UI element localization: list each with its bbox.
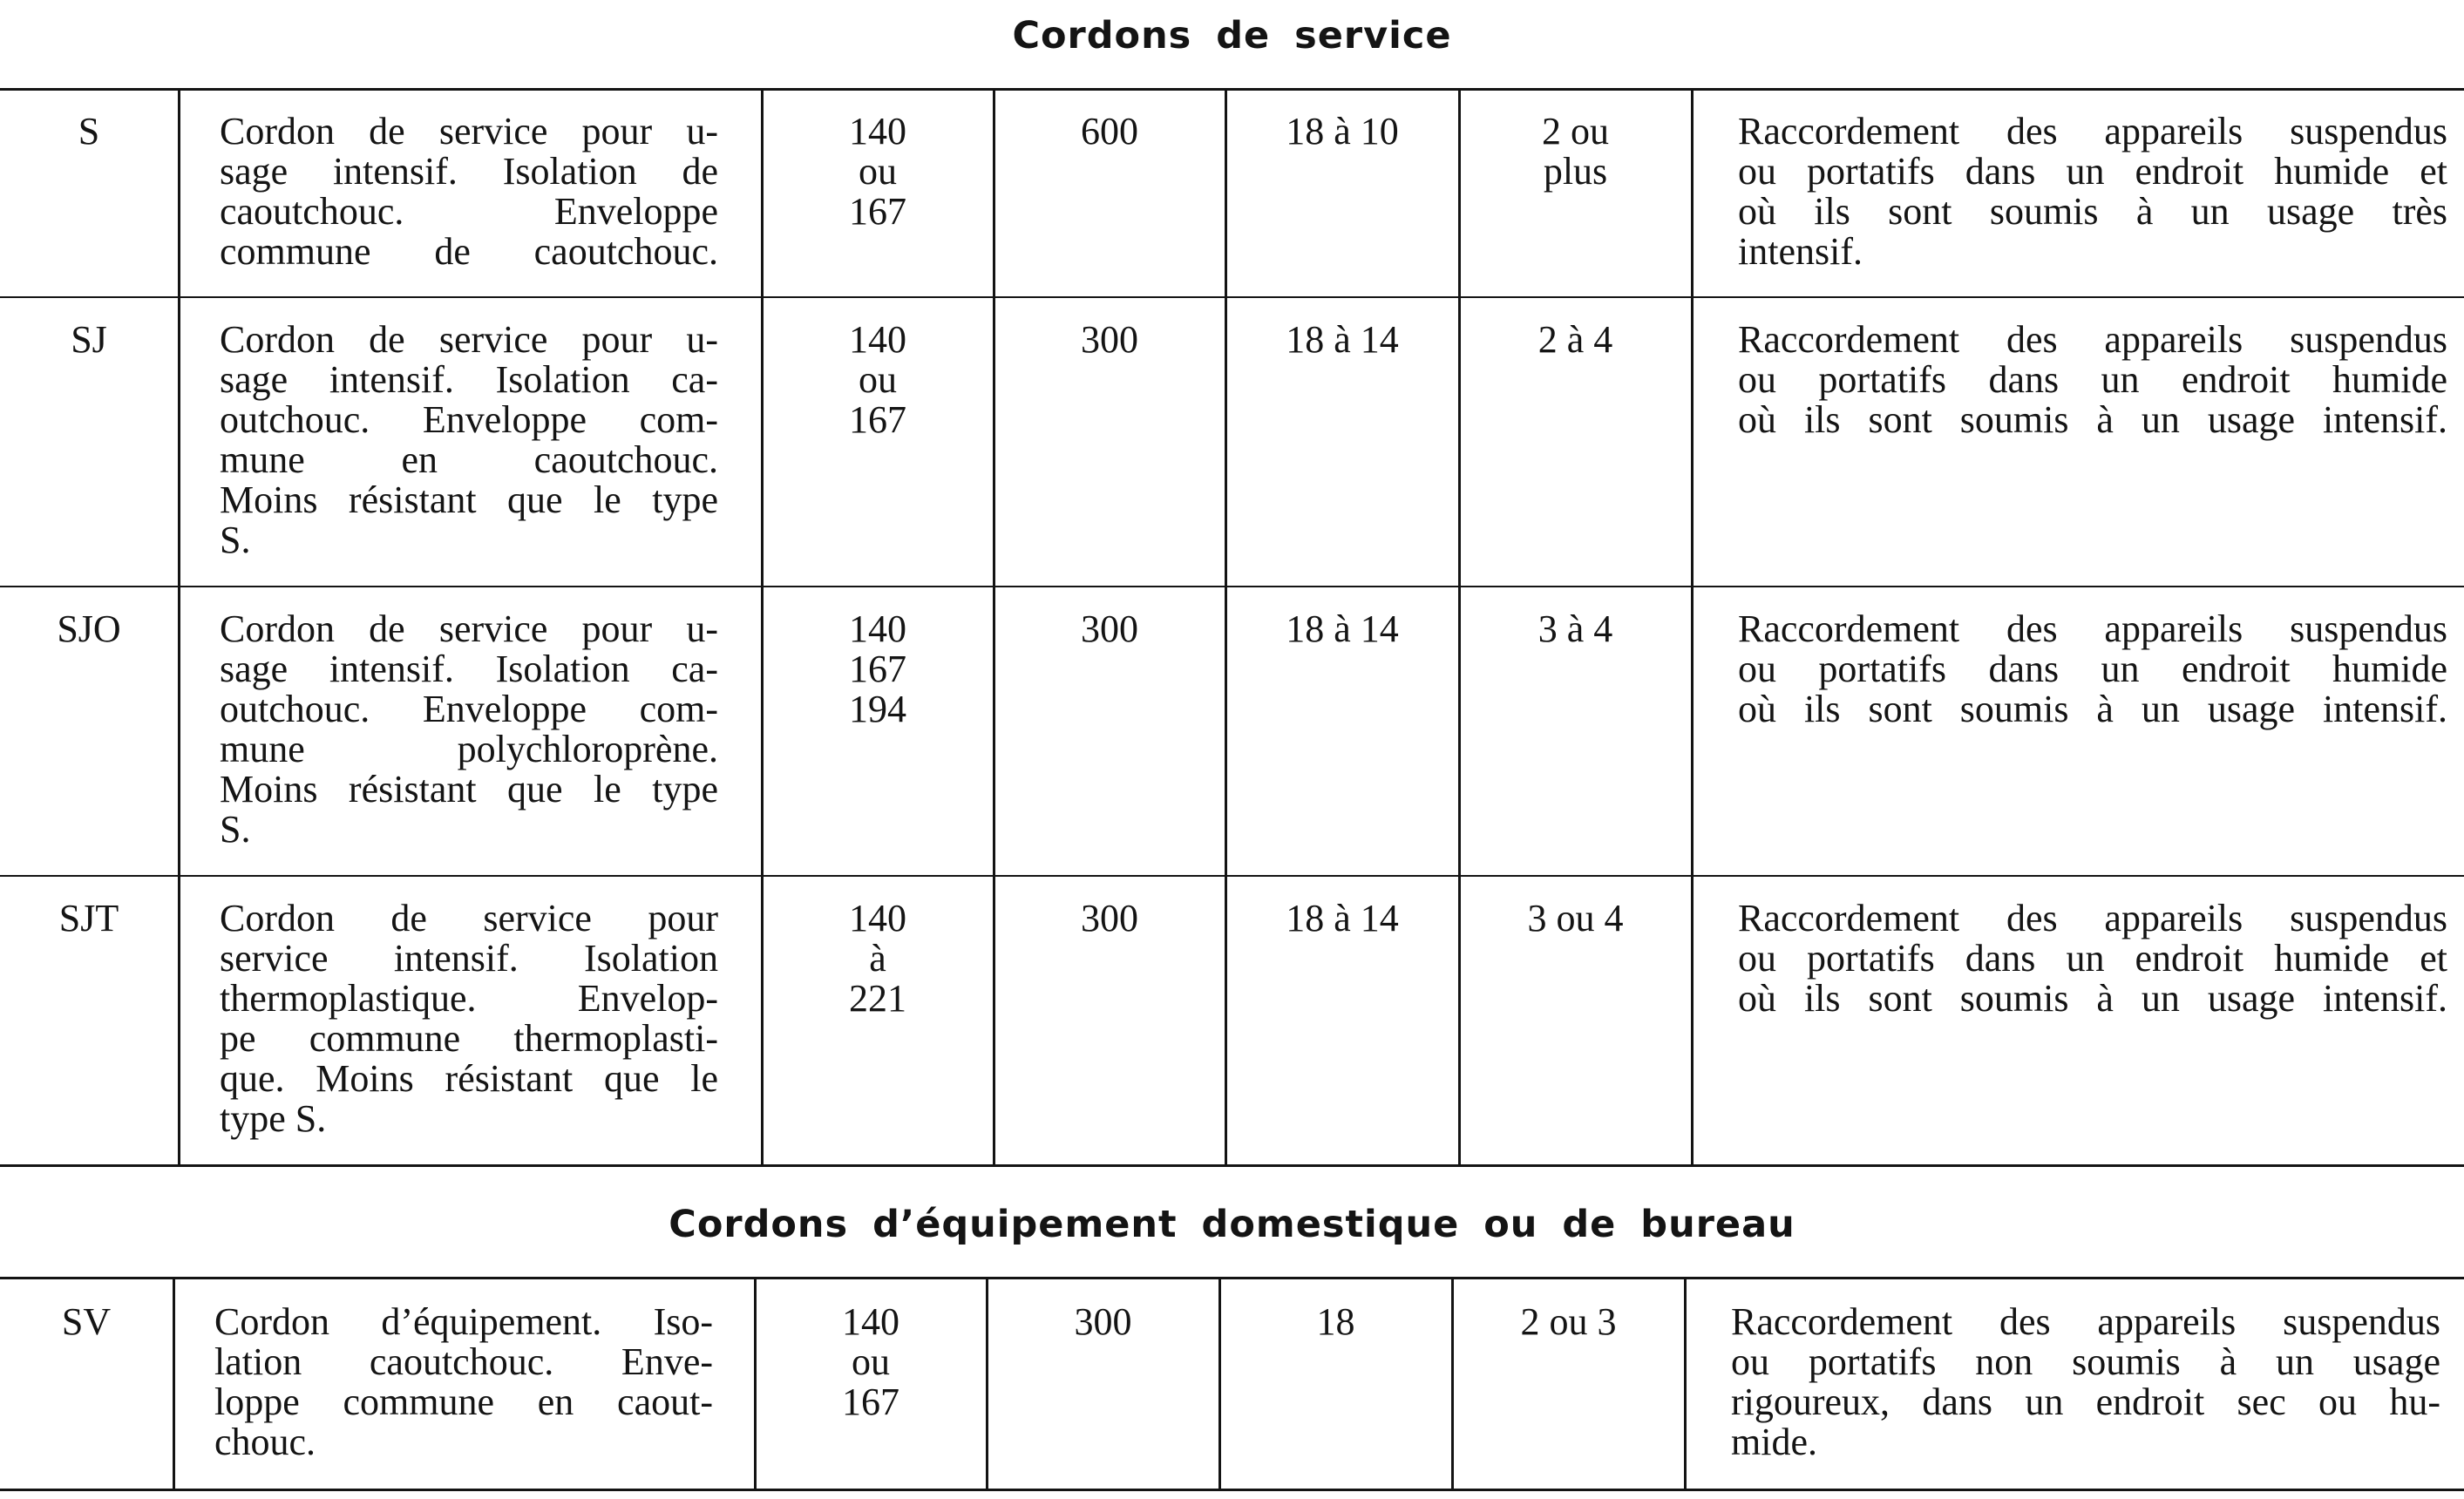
row-s-temperature: 140 ou 167 bbox=[849, 110, 906, 233]
row-sjt-code: SJT bbox=[58, 897, 119, 939]
row-s-conductors: 2 ou plus bbox=[1542, 110, 1609, 193]
row-sv-gauge: 18 bbox=[1316, 1300, 1355, 1343]
row-sjo-code: SJO bbox=[57, 607, 121, 650]
row-sjo-conductors: 3 à 4 bbox=[1537, 607, 1613, 650]
row-s-use: Raccordement des appareils suspendus ou portatifs dans un endroit humide et où ils sont soumis à un usage très intensif. bbox=[1738, 110, 2447, 273]
row-sjo-gauge: 18 à 14 bbox=[1286, 607, 1399, 650]
row-sj-temperature: 140 ou 167 bbox=[849, 318, 906, 441]
row-sjo-description: Cordon de service pour u- sage intensif. Isolation ca- outchouc. Enveloppe com- mune polychloroprène. Moins résistant que le type S. bbox=[220, 607, 718, 851]
section-title-domestic: Cordons d’équipement domestique ou de bureau bbox=[669, 1203, 1795, 1246]
row-sjo-voltage: 300 bbox=[1081, 607, 1138, 650]
column-divider-1 bbox=[178, 90, 180, 1165]
row-divider-2 bbox=[0, 586, 2464, 587]
row-sj-voltage: 300 bbox=[1081, 318, 1138, 361]
row-sjo-use: Raccordement des appareils suspendus ou portatifs dans un endroit humide où ils sont soumis à un usage intensif. bbox=[1738, 607, 2447, 730]
row-sj-conductors: 2 à 4 bbox=[1537, 318, 1613, 361]
row-sj-code: SJ bbox=[71, 318, 107, 361]
row-sj-description: Cordon de service pour u- sage intensif. Isolation ca- outchouc. Enveloppe com- mune en caoutchouc. Moins résistant que le type S. bbox=[220, 318, 718, 561]
column-divider-6 bbox=[1691, 90, 1694, 1165]
row-sj-gauge: 18 à 14 bbox=[1286, 318, 1399, 361]
row-sv-conductors: 2 ou 3 bbox=[1520, 1300, 1617, 1343]
section-title-service: Cordons de service bbox=[1012, 14, 1452, 58]
row-s-voltage: 600 bbox=[1081, 110, 1138, 153]
row-sv-use: Raccordement des appareils suspendus ou portatifs non soumis à un usage rigoureux, dans un endroit sec ou hu- mide. bbox=[1731, 1300, 2440, 1463]
row-sv-voltage: 300 bbox=[1074, 1300, 1132, 1343]
table-rule-top bbox=[0, 88, 2464, 91]
row-divider-1 bbox=[0, 296, 2464, 298]
row-sjt-use: Raccordement des appareils suspendus ou portatifs dans un endroit humide et où ils sont soumis à un usage intensif. bbox=[1738, 897, 2447, 1020]
row-s-code: S bbox=[78, 110, 100, 153]
column-divider-2-1 bbox=[173, 1279, 175, 1489]
row-sjt-temperature: 140 à 221 bbox=[849, 897, 906, 1020]
row-divider-3 bbox=[0, 875, 2464, 877]
row-sv-temperature: 140 ou 167 bbox=[842, 1300, 899, 1423]
table-rule-bottom bbox=[0, 1164, 2464, 1167]
table-rule-top-2 bbox=[0, 1277, 2464, 1279]
row-s-gauge: 18 à 10 bbox=[1286, 110, 1399, 153]
row-sv-description: Cordon d’équipement. Iso- lation caoutchouc. Enve- loppe commune en caout- chouc. bbox=[214, 1300, 713, 1463]
row-sjo-temperature: 140 167 194 bbox=[849, 607, 906, 730]
row-sjt-description: Cordon de service pour service intensif. Isolation thermoplastique. Envelop- pe commune thermoplasti- que. Moins résistant que le type S. bbox=[220, 897, 718, 1140]
row-sjt-gauge: 18 à 14 bbox=[1286, 897, 1399, 939]
row-sv-code: SV bbox=[61, 1300, 112, 1343]
row-sjt-conductors: 3 ou 4 bbox=[1527, 897, 1624, 939]
row-sjt-voltage: 300 bbox=[1081, 897, 1138, 939]
row-sj-use: Raccordement des appareils suspendus ou portatifs dans un endroit humide où ils sont soumis à un usage intensif. bbox=[1738, 318, 2447, 441]
table-rule-bottom-2 bbox=[0, 1489, 2464, 1491]
column-divider-2-6 bbox=[1684, 1279, 1687, 1489]
row-s-description: Cordon de service pour u- sage intensif. Isolation de caoutchouc. Enveloppe commune de caoutchouc. bbox=[220, 110, 718, 273]
